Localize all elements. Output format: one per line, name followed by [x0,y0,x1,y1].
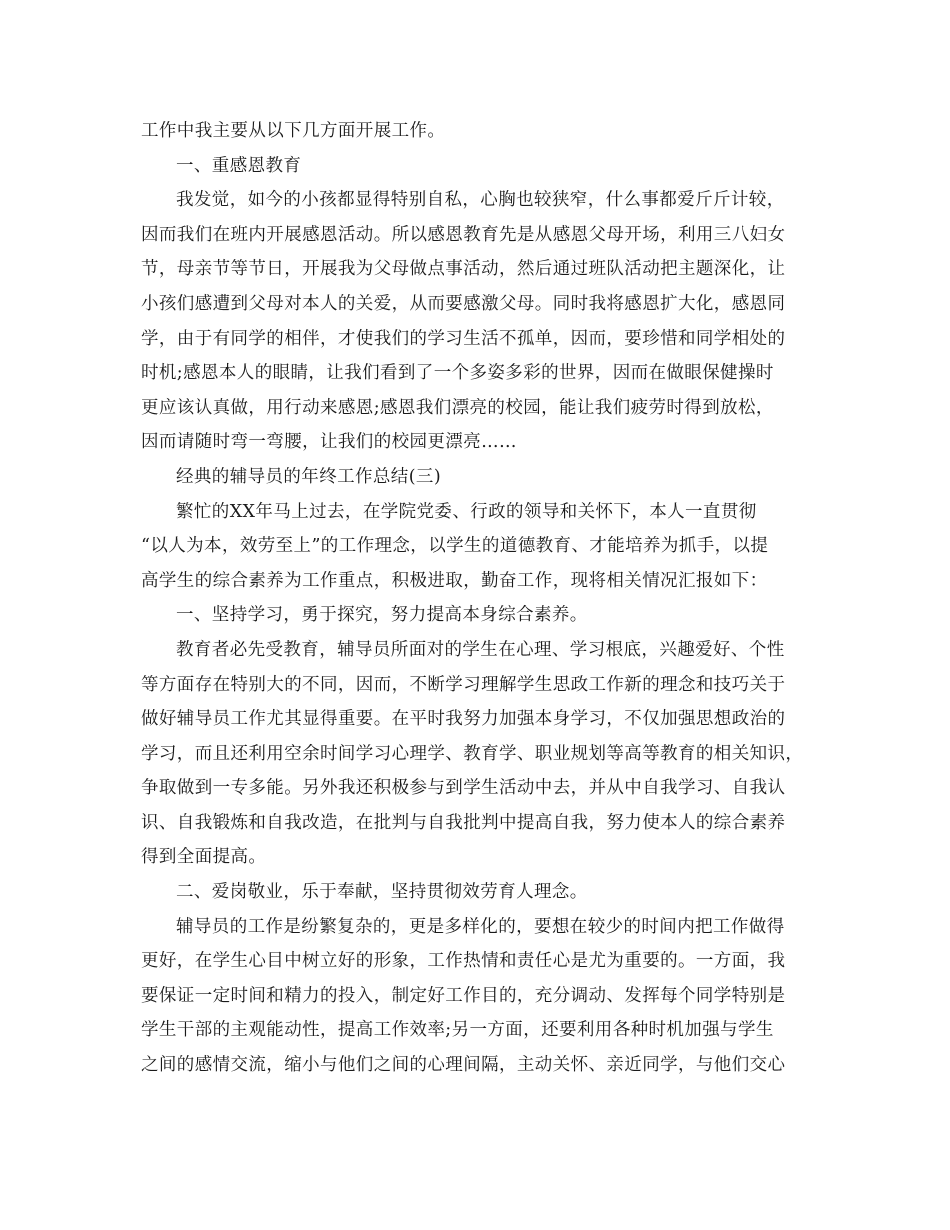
text-line: 之间的感情交流，缩小与他们之间的心理间隔，主动关怀、亲近同学，与他们交心 [141,1055,786,1076]
text-line: 学习，而且还利用空余时间学习心理学、教育学、职业规划等高等教育的相关知识， [141,743,804,764]
text-line: 因而请随时弯一弯腰，让我们的校园更漂亮…… [141,432,517,453]
text-line: 学生干部的主观能动性，提高工作效率;另一方面，还要利用各种时机加强与学生 [141,1020,774,1041]
document-body [141,114,818,1083]
text-line: 我发觉，如今的小孩都显得特别自私，心胸也较狭窄，什么事都爱斤斤计较， [176,190,785,211]
text-line: 等方面存在特别大的不同，因而，不断学习理解学生思政工作新的理念和技巧关于 [141,674,786,695]
text-line: 繁忙的XX年马上过去，在学院党委、行政的领导和关怀下，本人一直贯彻 [176,501,757,522]
text-line: 争取做到一专多能。另外我还积极参与到学生活动中去，并从中自我学习、自我认 [141,778,786,799]
text-line: 更好，在学生心目中树立好的形象，工作热情和责任心是尤为重要的。一方面，我 [141,951,786,972]
text-line: 学，由于有同学的相伴，才使我们的学习生活不孤单，因而，要珍惜和同学相处的 [141,328,786,349]
text-line: 经典的辅导员的年终工作总结(三) [176,466,442,487]
text-line: 工作中我主要从以下几方面开展工作。 [141,121,446,141]
text-line: 要保证一定时间和精力的投入，制定好工作目的，充分调动、发挥每个同学特别是 [141,985,786,1006]
text-line: 二、爱岗敬业，乐于奉献，坚持贯彻效劳育人理念。 [176,882,588,903]
text-line: 一、坚持学习，勇于探究，努力提高本身综合素养。 [176,605,588,626]
text-line: “以人为本，效劳至上”的工作理念，以学生的道德教育、才能培养为抓手，以提 [141,536,769,557]
text-line: 得到全面提高。 [141,847,267,868]
text-line: 时机;感恩本人的眼睛，让我们看到了一个多姿多彩的世界，因而在做眼保健操时 [141,363,774,384]
text-line: 一、重感恩教育 [176,155,302,176]
text-line: 高学生的综合素养为工作重点，积极进取，勤奋工作，现将相关情况汇报如下： [141,570,768,591]
text-line: 做好辅导员工作尤其显得重要。在平时我努力加强本身学习，不仅加强思想政治的 [141,709,786,730]
text-line: 更应该认真做，用行动来感恩;感恩我们漂亮的校园，能让我们疲劳时得到放松， [141,397,774,418]
text-line: 辅导员的工作是纷繁复杂的，更是多样化的，要想在较少的时间内把工作做得 [176,916,785,937]
text-line: 因而我们在班内开展感恩活动。所以感恩教育先是从感恩父母开场，利用三八妇女 [141,224,786,245]
text-line: 节，母亲节等节日，开展我为父母做点事活动，然后通过班队活动把主题深化，让 [141,259,786,280]
text-line: 教育者必先受教育，辅导员所面对的学生在心理、学习根底，兴趣爱好、个性 [176,639,785,660]
text-line: 小孩们感遭到父母对本人的关爱，从而要感激父母。同时我将感恩扩大化，感恩同 [141,293,786,314]
text-line: 识、自我锻炼和自我改造，在批判与自我批判中提高自我，努力使本人的综合素养 [141,812,786,833]
